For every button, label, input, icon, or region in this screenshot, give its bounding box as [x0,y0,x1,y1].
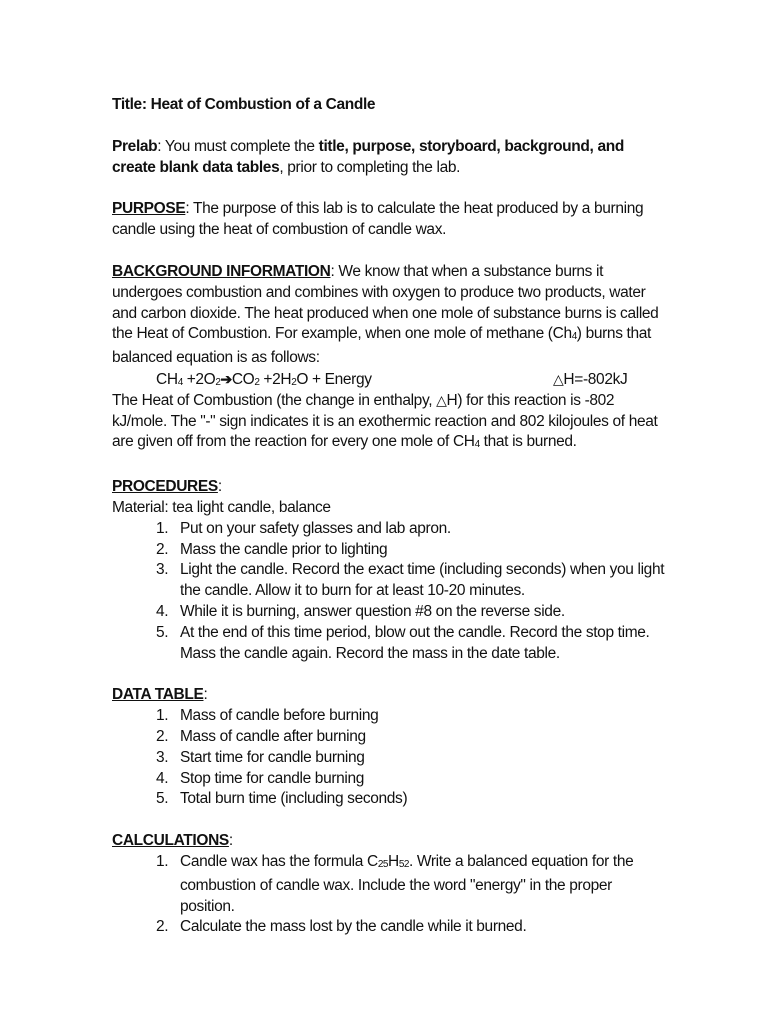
item-text: Mass of candle after burning [180,727,366,745]
spacer [112,456,668,477]
calculations-heading [112,831,668,852]
step-text: While it is burning, answer question #8 on the reverse side. [180,602,565,620]
background-label: BACKGROUND INFORMATION [112,262,331,280]
subscript: 4 [474,439,480,451]
item-number: 5. [156,790,169,808]
spacer [112,810,668,831]
formula-text: O + Energy [296,370,372,388]
subscript: 25 [377,858,388,870]
list-item [112,602,668,623]
prelab-section [112,137,668,179]
list-item [112,748,668,769]
data-table-items [112,706,668,810]
step-text: Light the candle. Record the exact time (including seconds) when you light the candle. Allow it to burn for at least 10-20 minutes. [180,561,665,600]
background-text: The Heat of Combustion (the change in enthalpy, [112,391,437,409]
calculation-items [112,852,668,938]
spacer [112,116,668,137]
heading-colon: : [203,686,208,704]
subscript: 52 [398,858,409,870]
item-text: Mass of candle before burning [180,707,379,725]
formula-text: +2O [182,370,216,388]
step-text: Mass the candle prior to lighting [180,540,388,558]
step-number: 4. [156,602,169,620]
prelab-text-end: , prior to completing the lab. [279,158,461,176]
item-number: 2. [156,918,169,936]
subscript: 2 [254,376,260,388]
step-number: 3. [156,561,169,579]
item-text: . Write a balanced equation for the combustion of candle wax. Include the word "energy" in the proper position. [180,852,634,915]
data-table-label: DATA TABLE [112,686,204,704]
delta-icon: △ [436,391,447,408]
purpose-label: PURPOSE [112,200,186,218]
item-number: 3. [156,748,169,766]
list-item [112,789,668,810]
procedures-heading [112,477,668,498]
enthalpy-value [553,369,627,391]
subscript: 4 [177,376,183,388]
subscript: 2 [291,376,297,388]
step-number: 1. [156,519,169,537]
materials-line: Material: tea light candle, balance [112,498,331,516]
equation-formula [156,369,372,394]
item-number: 4. [156,769,169,787]
item-text: Stop time for candle burning [180,769,365,787]
item-number: 1. [156,852,169,870]
procedures-label: PROCEDURES [112,478,218,496]
heading-colon: : [217,478,222,496]
step-number: 5. [156,623,169,641]
delta-icon: △ [553,370,564,387]
background-text: : We know that when a substance burns it undergoes combustion and combines with oxygen to produce two products, water and carbon dioxide. The heat produced when one mole of substance burns is called the Heat of Combustion. For example, when one mole of methane (Ch [112,262,659,343]
data-table-heading [112,685,668,706]
step-number: 2. [156,540,169,558]
spacer [112,241,668,262]
formula-text: CH [156,370,178,388]
background-section [112,262,668,369]
background-continued [112,390,668,456]
reaction-arrow-icon: ➔ [220,370,232,387]
item-text: H [387,852,399,870]
item-number: 1. [156,707,169,725]
prelab-label: Prelab [112,137,158,155]
background-text: H) for this reaction is -802 kJ/mole. The "-" sign indicates it is an exothermic reaction and 802 kilojoules of heat are given off from the reaction for every one mole of CH [112,391,658,451]
list-item [112,706,668,727]
list-item [112,540,668,561]
item-text: Start time for candle burning [180,748,365,766]
list-item [112,623,668,665]
list-item [112,769,668,790]
calculations-label: CALCULATIONS [112,832,229,850]
formula-text: +2H [259,370,292,388]
methane-equation [112,369,668,390]
subscript: 4 [571,331,577,343]
enthalpy-text: H=-802kJ [563,370,628,388]
purpose-text: : The purpose of this lab is to calculate the heat produced by a burning candle using the heat of combustion of candle wax. [112,200,644,239]
list-item [112,852,668,917]
item-text: Calculate the mass lost by the candle while it burned. [180,918,527,936]
step-text: At the end of this time period, blow out the candle. Record the stop time. Mass the candle again. Record the mass in the date table. [180,623,650,662]
item-text: Candle wax has the formula C [180,852,378,870]
procedure-steps [112,519,668,665]
subscript: 2 [215,376,221,388]
background-text: that is burned. [479,433,577,451]
background-text: ) burns that balanced equation is as follows: [112,325,651,367]
heading-colon: : [228,832,233,850]
step-text: Put on your safety glasses and lab apron. [180,519,451,537]
list-item [112,727,668,748]
document-title: Title: Heat of Combustion of a Candle [112,96,376,113]
purpose-section [112,199,668,241]
spacer [112,664,668,685]
list-item [112,917,668,938]
prelab-requirements: title, purpose, storyboard, background, and create blank data tables [112,137,624,176]
item-number: 2. [156,727,169,745]
item-text: Total burn time (including seconds) [180,790,408,808]
formula-text: CO [231,370,255,388]
spacer [112,178,668,199]
list-item [112,519,668,540]
prelab-text: : You must complete the [157,137,319,155]
list-item [112,560,668,602]
